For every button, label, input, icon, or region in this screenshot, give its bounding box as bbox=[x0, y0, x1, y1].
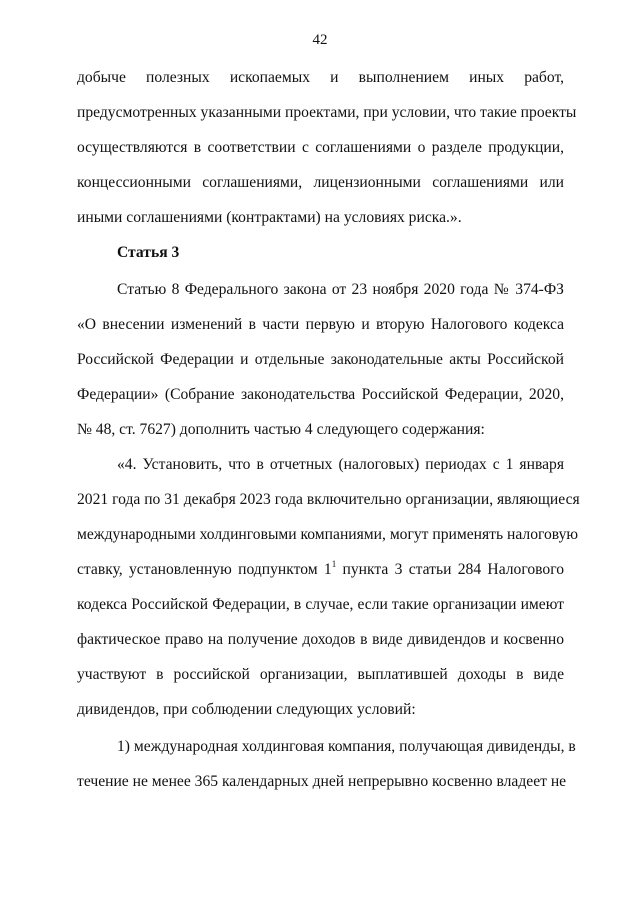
body-line: участвуют в российской организации, выплатившей доходы в виде bbox=[77, 666, 564, 683]
body-line: осуществляются в соответствии с соглашениями о разделе продукции, bbox=[77, 139, 564, 156]
body-line-with-superscript bbox=[77, 560, 564, 580]
body-line: дивидендов, при соблюдении следующих условий: bbox=[77, 701, 416, 718]
page-number: 42 bbox=[312, 32, 328, 48]
body-line: 2021 года по 31 декабря 2023 года включительно организации, являющиеся bbox=[77, 491, 580, 508]
superscript: 1 bbox=[331, 559, 337, 569]
body-line: концессионными соглашениями, лицензионными соглашениями или bbox=[77, 174, 564, 191]
body-line: Статью 8 Федерального закона от 23 ноября 2020 года № 374-ФЗ bbox=[117, 281, 564, 298]
body-line: добыче полезных ископаемых и выполнением иных работ, bbox=[77, 69, 564, 86]
body-line: № 48, ст. 7627) дополнить частью 4 следующего содержания: bbox=[77, 421, 485, 438]
article-heading: Статья 3 bbox=[117, 244, 180, 261]
line-text: ставку, установленную подпунктом 1 bbox=[77, 561, 332, 578]
line-text: пункта 3 статьи 284 Налогового bbox=[336, 561, 564, 578]
body-line: кодекса Российской Федерации, в случае, если такие организации имеют bbox=[77, 596, 564, 613]
body-line: течение не менее 365 календарных дней непрерывно косвенно владеет не bbox=[77, 773, 567, 790]
body-line: иными соглашениями (контрактами) на условиях риска.». bbox=[77, 209, 462, 226]
body-line: фактическое право на получение доходов в виде дивидендов и косвенно bbox=[77, 631, 564, 648]
body-line: Российской Федерации и отдельные законодательные акты Российской bbox=[77, 351, 564, 368]
body-line: «О внесении изменений в части первую и вторую Налогового кодекса bbox=[77, 316, 564, 333]
body-line: «4. Установить, что в отчетных (налоговых) периодах с 1 января bbox=[117, 456, 564, 473]
body-line: 1) международная холдинговая компания, получающая дивиденды, в bbox=[117, 738, 576, 755]
body-line: предусмотренных указанными проектами, при условии, что такие проекты bbox=[77, 104, 577, 121]
body-line: Федерации» (Собрание законодательства Российской Федерации, 2020, bbox=[77, 386, 564, 403]
body-line: международными холдинговыми компаниями, могут применять налоговую bbox=[77, 526, 579, 543]
